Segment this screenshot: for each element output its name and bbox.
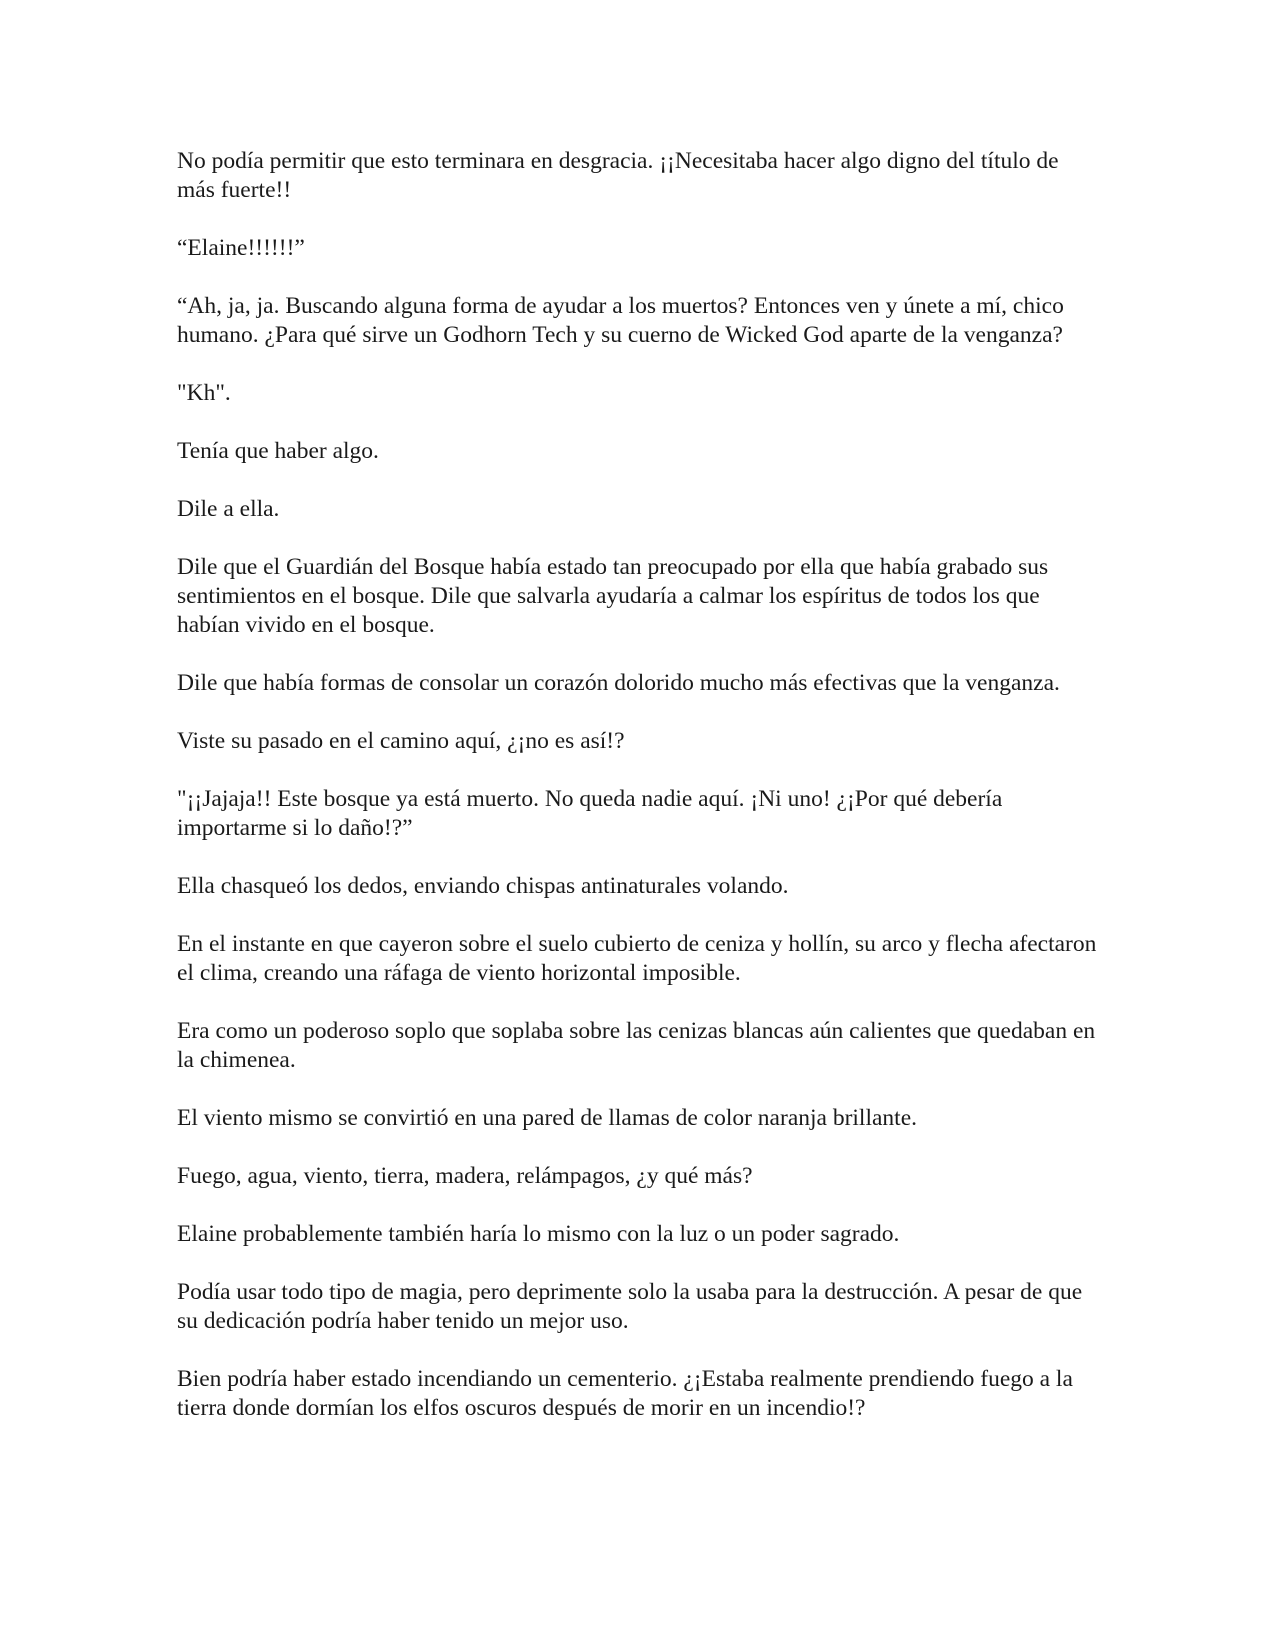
paragraph: Viste su pasado en el camino aquí, ¿¡no es así!? (177, 728, 625, 754)
paragraph: Tenía que haber algo. (177, 438, 379, 464)
paragraph: Dile que había formas de consolar un corazón dolorido mucho más efectivas que la venganza. (177, 670, 1060, 696)
paragraph: Fuego, agua, viento, tierra, madera, relámpagos, ¿y qué más? (177, 1163, 753, 1189)
paragraph: Podía usar todo tipo de magia, pero deprimente solo la usaba para la destrucción. A pesar de que su dedicación podría haber tenido un mejor uso. (177, 1279, 1083, 1334)
document-body (177, 147, 1102, 1452)
paragraph: Bien podría haber estado incendiando un cementerio. ¿¡Estaba realmente prendiendo fuego a la tierra donde dormían los elfos oscuros después de morir en un incendio!? (177, 1366, 1073, 1421)
paragraph: No podía permitir que esto terminara en desgracia. ¡¡Necesitaba hacer algo digno del título de más fuerte!! (177, 148, 1059, 203)
paragraph: “Ah, ja, ja. Buscando alguna forma de ayudar a los muertos? Entonces ven y únete a mí, chico humano. ¿Para qué sirve un Godhorn Tech y su cuerno de Wicked God aparte de la venganza? (177, 293, 1064, 348)
paragraph: “Elaine!!!!!!” (177, 235, 305, 261)
paragraph: "¡¡Jajaja!! Este bosque ya está muerto. No queda nadie aquí. ¡Ni uno! ¿¡Por qué debería importarme si lo daño!?” (177, 786, 1003, 841)
paragraph: El viento mismo se convirtió en una pared de llamas de color naranja brillante. (177, 1105, 918, 1131)
paragraph: Era como un poderoso soplo que soplaba sobre las cenizas blancas aún calientes que quedaban en la chimenea. (177, 1018, 1096, 1073)
paragraph: En el instante en que cayeron sobre el suelo cubierto de ceniza y hollín, su arco y flecha afectaron el clima, creando una ráfaga de viento horizontal imposible. (177, 931, 1097, 986)
paragraph: Dile a ella. (177, 496, 280, 522)
paragraph: Elaine probablemente también haría lo mismo con la luz o un poder sagrado. (177, 1221, 900, 1247)
paragraph: "Kh". (177, 380, 231, 406)
paragraph: Dile que el Guardián del Bosque había estado tan preocupado por ella que había grabado sus sentimientos en el bosque. Dile que salvarla ayudaría a calmar los espíritus de todos los que habían vivido en el bosque. (177, 554, 1049, 638)
paragraph: Ella chasqueó los dedos, enviando chispas antinaturales volando. (177, 873, 789, 899)
